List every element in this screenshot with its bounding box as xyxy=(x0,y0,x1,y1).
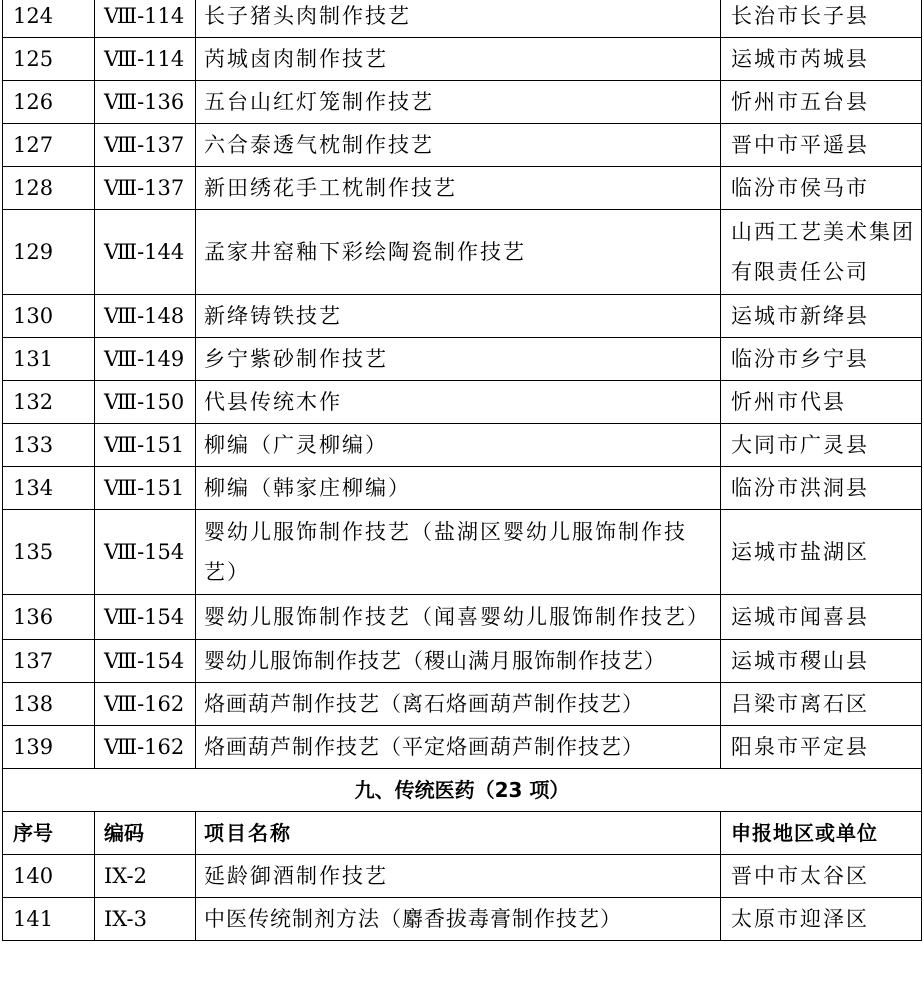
region-cell: 山西工艺美术集团有限责任公司 xyxy=(721,210,922,295)
region-cell: 太原市迎泽区 xyxy=(721,898,922,941)
table-row xyxy=(3,855,922,898)
seq-cell: 130 xyxy=(3,295,95,338)
name-cell: 长子猪头肉制作技艺 xyxy=(196,0,721,38)
name-cell: 延龄御酒制作技艺 xyxy=(196,855,721,898)
name-cell: 中医传统制剂方法（麝香拔毒膏制作技艺） xyxy=(196,898,721,941)
name-cell: 新田绣花手工枕制作技艺 xyxy=(196,167,721,210)
code-cell: Ⅷ-137 xyxy=(95,124,196,167)
code-cell: Ⅷ-150 xyxy=(95,381,196,424)
region-cell: 忻州市五台县 xyxy=(721,81,922,124)
region-cell: 运城市闻喜县 xyxy=(721,595,922,640)
code-cell: Ⅷ-162 xyxy=(95,683,196,726)
seq-cell: 131 xyxy=(3,338,95,381)
name-cell: 芮城卤肉制作技艺 xyxy=(196,38,721,81)
seq-cell: 141 xyxy=(3,898,95,941)
table-row xyxy=(3,898,922,941)
seq-cell: 128 xyxy=(3,167,95,210)
region-cell: 阳泉市平定县 xyxy=(721,726,922,769)
name-cell: 烙画葫芦制作技艺（离石烙画葫芦制作技艺） xyxy=(196,683,721,726)
region-cell: 吕梁市离石区 xyxy=(721,683,922,726)
table-row xyxy=(3,683,922,726)
code-cell: Ⅷ-154 xyxy=(95,510,196,595)
seq-cell: 125 xyxy=(3,38,95,81)
seq-cell: 126 xyxy=(3,81,95,124)
code-cell: Ⅷ-114 xyxy=(95,0,196,38)
header-row xyxy=(3,812,922,855)
heritage-list-table xyxy=(2,0,922,941)
seq-cell: 124 xyxy=(3,0,95,38)
section-heading: 九、传统医药（23 项） xyxy=(3,769,922,812)
code-cell: Ⅷ-114 xyxy=(95,38,196,81)
code-cell: IX-3 xyxy=(95,898,196,941)
region-cell: 运城市新绛县 xyxy=(721,295,922,338)
seq-cell: 129 xyxy=(3,210,95,295)
region-cell: 大同市广灵县 xyxy=(721,424,922,467)
region-cell: 晋中市平遥县 xyxy=(721,124,922,167)
table-row xyxy=(3,124,922,167)
code-cell: Ⅷ-148 xyxy=(95,295,196,338)
region-cell: 临汾市乡宁县 xyxy=(721,338,922,381)
code-cell: Ⅷ-149 xyxy=(95,338,196,381)
name-cell: 婴幼儿服饰制作技艺（稷山满月服饰制作技艺） xyxy=(196,640,721,683)
table-row xyxy=(3,81,922,124)
region-cell: 临汾市洪洞县 xyxy=(721,467,922,510)
region-cell: 长治市长子县 xyxy=(721,0,922,38)
code-cell: Ⅷ-144 xyxy=(95,210,196,295)
table-row xyxy=(3,467,922,510)
table-row xyxy=(3,640,922,683)
name-cell: 柳编（韩家庄柳编） xyxy=(196,467,721,510)
seq-cell: 139 xyxy=(3,726,95,769)
name-cell: 代县传统木作 xyxy=(196,381,721,424)
code-cell: Ⅷ-162 xyxy=(95,726,196,769)
table-row xyxy=(3,210,922,295)
region-cell: 运城市芮城县 xyxy=(721,38,922,81)
seq-cell: 134 xyxy=(3,467,95,510)
seq-cell: 137 xyxy=(3,640,95,683)
code-cell: IX-2 xyxy=(95,855,196,898)
name-cell: 六合泰透气枕制作技艺 xyxy=(196,124,721,167)
header-name: 项目名称 xyxy=(196,812,721,855)
name-cell: 孟家井窑釉下彩绘陶瓷制作技艺 xyxy=(196,210,721,295)
header-seq: 序号 xyxy=(3,812,95,855)
name-cell: 乡宁紫砂制作技艺 xyxy=(196,338,721,381)
seq-cell: 136 xyxy=(3,595,95,640)
table-row xyxy=(3,38,922,81)
code-cell: Ⅷ-151 xyxy=(95,467,196,510)
code-cell: Ⅷ-136 xyxy=(95,81,196,124)
table-row xyxy=(3,381,922,424)
region-cell: 运城市稷山县 xyxy=(721,640,922,683)
seq-cell: 132 xyxy=(3,381,95,424)
code-cell: Ⅷ-154 xyxy=(95,640,196,683)
seq-cell: 140 xyxy=(3,855,95,898)
table-row xyxy=(3,0,922,38)
table-row xyxy=(3,510,922,595)
seq-cell: 127 xyxy=(3,124,95,167)
seq-cell: 135 xyxy=(3,510,95,595)
name-cell: 柳编（广灵柳编） xyxy=(196,424,721,467)
region-cell: 忻州市代县 xyxy=(721,381,922,424)
table-row xyxy=(3,424,922,467)
name-cell: 烙画葫芦制作技艺（平定烙画葫芦制作技艺） xyxy=(196,726,721,769)
seq-cell: 138 xyxy=(3,683,95,726)
name-cell: 婴幼儿服饰制作技艺（盐湖区婴幼儿服饰制作技艺） xyxy=(196,510,721,595)
code-cell: Ⅷ-137 xyxy=(95,167,196,210)
seq-cell: 133 xyxy=(3,424,95,467)
region-cell: 运城市盐湖区 xyxy=(721,510,922,595)
table-row xyxy=(3,338,922,381)
name-cell: 新绛铸铁技艺 xyxy=(196,295,721,338)
name-cell: 婴幼儿服饰制作技艺（闻喜婴幼儿服饰制作技艺） xyxy=(196,595,721,640)
section-row xyxy=(3,769,922,812)
code-cell: Ⅷ-154 xyxy=(95,595,196,640)
table-row xyxy=(3,295,922,338)
table-row xyxy=(3,726,922,769)
table-row xyxy=(3,167,922,210)
region-cell: 晋中市太谷区 xyxy=(721,855,922,898)
table-row xyxy=(3,595,922,640)
name-cell: 五台山红灯笼制作技艺 xyxy=(196,81,721,124)
header-region: 申报地区或单位 xyxy=(721,812,922,855)
code-cell: Ⅷ-151 xyxy=(95,424,196,467)
region-cell: 临汾市侯马市 xyxy=(721,167,922,210)
header-code: 编码 xyxy=(95,812,196,855)
